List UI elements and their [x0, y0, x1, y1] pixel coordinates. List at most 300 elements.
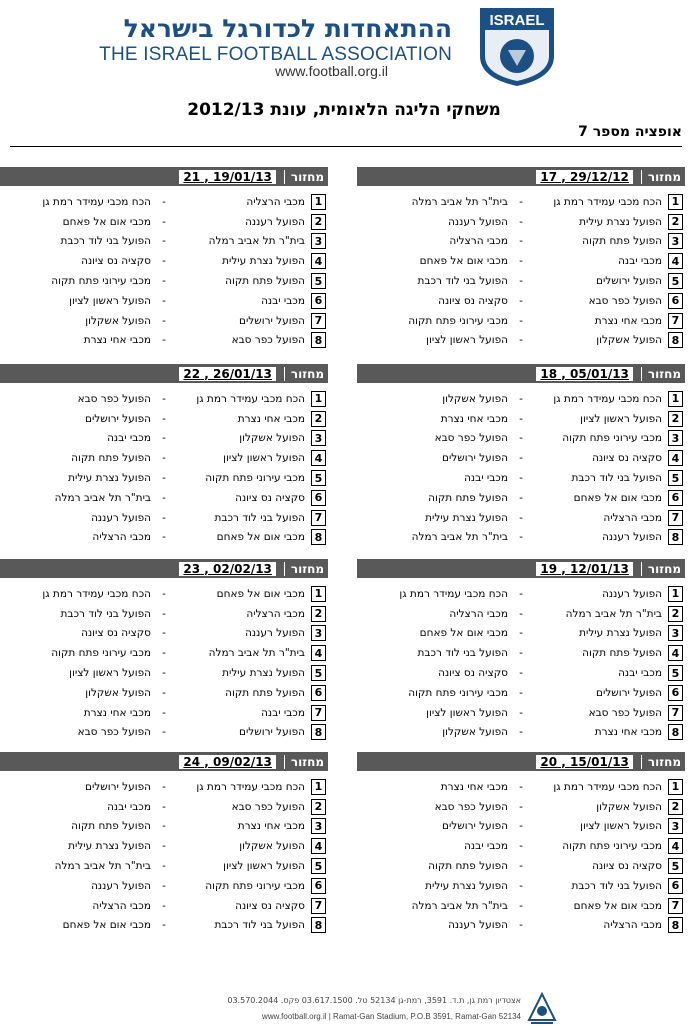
match-row	[0, 291, 328, 311]
away-team: הפועל כפר סבא	[434, 432, 508, 445]
match-row	[357, 488, 685, 508]
away-team: הפועל רעננה	[91, 511, 151, 524]
round-header	[357, 559, 685, 578]
home-team: בית"ר תל אביב רמלה	[208, 235, 305, 248]
match-number: 3	[311, 625, 326, 641]
separator-dash: -	[519, 726, 523, 739]
match-list	[357, 383, 685, 547]
away-team: הפועל ראשון לציון	[426, 706, 508, 719]
match-number: 6	[311, 490, 326, 506]
match-number: 1	[668, 194, 683, 210]
home-team: הפועל פתח תקוה	[225, 275, 305, 288]
separator-dash: -	[162, 899, 166, 912]
separator-dash: -	[519, 587, 523, 600]
separator-dash: -	[162, 706, 166, 719]
separator-dash: -	[162, 647, 166, 660]
home-team: הפועל פתח תקוה	[582, 647, 662, 660]
separator-dash: -	[162, 726, 166, 739]
match-number: 3	[311, 430, 326, 446]
round-header	[357, 364, 685, 383]
match-number: 4	[311, 253, 326, 269]
separator-dash: -	[519, 820, 523, 833]
separator-dash: -	[519, 531, 523, 544]
round-header	[0, 364, 328, 383]
match-list	[357, 578, 685, 742]
away-team: מכבי אום אל פאחם	[419, 255, 508, 268]
round-block	[357, 364, 685, 544]
match-row	[357, 429, 685, 449]
away-team: הפועל בני לוד רכבת	[60, 235, 151, 248]
match-row	[0, 429, 328, 449]
footer-logo-icon	[527, 992, 557, 1026]
separator-dash: -	[162, 255, 166, 268]
match-number: 2	[668, 411, 683, 427]
match-list	[0, 186, 328, 350]
match-number: 6	[311, 878, 326, 894]
match-row	[0, 468, 328, 488]
home-team: הפועל נצרת עילית	[579, 627, 662, 640]
separator-dash: -	[162, 412, 166, 425]
home-team: מכבי עירוני פתח תקוה	[205, 472, 305, 485]
match-number: 5	[311, 273, 326, 289]
match-row	[0, 584, 328, 604]
home-team: מכבי אום אל פאחם	[216, 587, 305, 600]
match-row	[357, 777, 685, 797]
round-block	[357, 559, 685, 739]
match-row	[0, 409, 328, 429]
home-team: בית"ר תל אביב רמלה	[208, 647, 305, 660]
away-team: הפועל פתח תקוה	[428, 491, 508, 504]
home-team: הפועל כפר סבא	[588, 706, 662, 719]
away-team: הפועל בני לוד רכבת	[60, 607, 151, 620]
away-team: הפועל נצרת עילית	[68, 472, 151, 485]
match-number: 8	[311, 529, 326, 545]
home-team: בית"ר תל אביב רמלה	[565, 607, 662, 620]
match-row	[357, 663, 685, 683]
separator-dash: -	[162, 432, 166, 445]
round-header	[357, 167, 685, 186]
away-team: מכבי אחי נצרת	[440, 780, 508, 793]
round-label: מחזור	[641, 170, 681, 184]
match-row	[357, 604, 685, 624]
round-block	[357, 167, 685, 347]
match-row	[0, 777, 328, 797]
home-team: הפועל נצרת עילית	[579, 215, 662, 228]
home-team: הפועל אשקלון	[239, 840, 305, 853]
home-team: מכבי אחי נצרת	[594, 726, 662, 739]
home-team: הפועל פתח תקוה	[582, 235, 662, 248]
separator-dash: -	[162, 511, 166, 524]
match-row	[357, 703, 685, 723]
match-row	[0, 663, 328, 683]
match-number: 7	[311, 705, 326, 721]
match-number: 2	[311, 214, 326, 230]
match-row	[357, 331, 685, 351]
round-block	[357, 752, 685, 932]
match-number: 1	[311, 391, 326, 407]
match-number: 7	[311, 898, 326, 914]
home-team: הפועל רעננה	[245, 627, 305, 640]
home-team: הפועל נצרת עילית	[222, 667, 305, 680]
separator-dash: -	[519, 472, 523, 485]
home-team: מכבי יבנה	[618, 255, 662, 268]
away-team: הפועל כפר סבא	[434, 800, 508, 813]
match-number: 7	[668, 510, 683, 526]
away-team: הפועל אשקלון	[85, 686, 151, 699]
match-row	[357, 876, 685, 896]
match-row	[357, 528, 685, 548]
round-label: מחזור	[284, 367, 324, 381]
away-team: מכבי אחי נצרת	[440, 412, 508, 425]
match-row	[0, 723, 328, 743]
home-team: הפועל פתח תקוה	[225, 686, 305, 699]
away-team: הכח מכבי עמידר רמת גן	[42, 587, 151, 600]
match-row	[357, 192, 685, 212]
away-team: מכבי עירוני פתח תקוה	[408, 314, 508, 327]
match-row	[0, 488, 328, 508]
home-team: מכבי אום אל פאחם	[573, 491, 662, 504]
away-team: בית"ר תל אביב רמלה	[54, 491, 151, 504]
away-team: הפועל ירושלים	[441, 820, 508, 833]
match-number: 4	[668, 253, 683, 269]
match-row	[357, 643, 685, 663]
separator-dash: -	[519, 432, 523, 445]
org-url: www.football.org.il	[275, 63, 388, 79]
away-team: סקציה נס ציונה	[81, 627, 151, 640]
home-team: מכבי אום אל פאחם	[216, 531, 305, 544]
match-number: 3	[668, 818, 683, 834]
away-team: סקציה נס ציונה	[438, 667, 508, 680]
separator-dash: -	[162, 587, 166, 600]
round-date: 29/12/12 , 17	[536, 170, 633, 184]
match-row	[357, 448, 685, 468]
match-number: 3	[311, 233, 326, 249]
home-team: מכבי יבנה	[261, 294, 305, 307]
separator-dash: -	[519, 667, 523, 680]
match-number: 8	[668, 332, 683, 348]
away-team: הפועל ראשון לציון	[426, 334, 508, 347]
away-team: מכבי הרצליה	[92, 899, 151, 912]
away-team: הפועל ירושלים	[84, 780, 151, 793]
separator-dash: -	[162, 235, 166, 248]
separator-dash: -	[519, 294, 523, 307]
match-row	[0, 643, 328, 663]
match-row	[357, 212, 685, 232]
home-team: הפועל רעננה	[602, 587, 662, 600]
home-team: מכבי יבנה	[618, 667, 662, 680]
match-number: 8	[668, 724, 683, 740]
match-number: 7	[311, 313, 326, 329]
separator-dash: -	[519, 627, 523, 640]
home-team: הפועל אשקלון	[596, 334, 662, 347]
match-number: 7	[668, 705, 683, 721]
separator-dash: -	[162, 860, 166, 873]
match-row	[0, 271, 328, 291]
match-row	[0, 876, 328, 896]
match-row	[357, 291, 685, 311]
org-name-hebrew: ההתאחדות לכדורגל בישראל	[123, 14, 452, 43]
separator-dash: -	[519, 334, 523, 347]
home-team: מכבי הרצליה	[603, 511, 662, 524]
separator-dash: -	[162, 800, 166, 813]
match-number: 1	[668, 586, 683, 602]
match-row	[357, 311, 685, 331]
separator-dash: -	[519, 392, 523, 405]
match-number: 7	[311, 510, 326, 526]
match-row	[0, 508, 328, 528]
match-number: 8	[668, 917, 683, 933]
match-row	[357, 624, 685, 644]
match-row	[357, 797, 685, 817]
home-team: הפועל כפר סבא	[231, 334, 305, 347]
match-number: 3	[668, 625, 683, 641]
away-team: הפועל פתח תקוה	[71, 820, 151, 833]
home-team: הפועל ראשון לציון	[580, 820, 662, 833]
match-number: 4	[311, 645, 326, 661]
away-team: מכבי יבנה	[464, 472, 508, 485]
match-row	[357, 896, 685, 916]
away-team: הפועל פתח תקוה	[428, 860, 508, 873]
separator-dash: -	[519, 780, 523, 793]
logo-text: ISRAEL	[489, 12, 545, 29]
match-number: 2	[311, 799, 326, 815]
separator-dash: -	[519, 491, 523, 504]
match-number: 2	[311, 411, 326, 427]
match-row	[0, 797, 328, 817]
match-row	[357, 232, 685, 252]
match-number: 5	[668, 665, 683, 681]
away-team: הפועל נצרת עילית	[68, 840, 151, 853]
away-team: הפועל פתח תקוה	[71, 452, 151, 465]
separator-dash: -	[162, 820, 166, 833]
match-row	[357, 508, 685, 528]
separator-dash: -	[519, 314, 523, 327]
round-label: מחזור	[284, 562, 324, 576]
match-number: 2	[668, 799, 683, 815]
footer-address-hebrew: אצטדיון רמת גן, ת.ד. 3591, רמת-גן 52134 טל. 03.617.1500 פקס. 03.570.2044	[227, 996, 521, 1005]
round-label: מחזור	[641, 755, 681, 769]
separator-dash: -	[519, 511, 523, 524]
match-number: 8	[311, 724, 326, 740]
match-row	[0, 331, 328, 351]
match-number: 2	[311, 606, 326, 622]
separator-dash: -	[519, 275, 523, 288]
match-number: 5	[668, 470, 683, 486]
match-number: 1	[311, 194, 326, 210]
match-number: 5	[668, 858, 683, 874]
home-team: הפועל רעננה	[602, 531, 662, 544]
round-date: 26/01/13 , 22	[179, 367, 276, 381]
separator-dash: -	[162, 840, 166, 853]
away-team: הפועל ראשון לציון	[69, 667, 151, 680]
home-team: הכח מכבי עמידר רמת גן	[553, 780, 662, 793]
home-team: הכח מכבי עמידר רמת גן	[553, 392, 662, 405]
separator-dash: -	[162, 472, 166, 485]
home-team: הכח מכבי עמידר רמת גן	[196, 780, 305, 793]
away-team: בית"ר תל אביב רמלה	[411, 531, 508, 544]
home-team: הכח מכבי עמידר רמת גן	[553, 195, 662, 208]
home-team: הפועל ירושלים	[238, 726, 305, 739]
separator-dash: -	[519, 879, 523, 892]
home-team: הפועל רעננה	[245, 215, 305, 228]
separator-dash: -	[519, 607, 523, 620]
away-team: מכבי אום אל פאחם	[62, 215, 151, 228]
match-number: 5	[311, 858, 326, 874]
separator-dash: -	[162, 491, 166, 504]
away-team: הפועל בני לוד רכבת	[417, 275, 508, 288]
match-row	[0, 836, 328, 856]
separator-dash: -	[162, 392, 166, 405]
away-team: מכבי אחי נצרת	[83, 706, 151, 719]
match-number: 8	[311, 332, 326, 348]
home-team: מכבי יבנה	[261, 706, 305, 719]
match-number: 4	[668, 450, 683, 466]
away-team: מכבי הרצליה	[449, 607, 508, 620]
match-number: 1	[668, 391, 683, 407]
separator-dash: -	[519, 686, 523, 699]
separator-dash: -	[162, 686, 166, 699]
separator-dash: -	[162, 334, 166, 347]
away-team: הפועל אשקלון	[85, 314, 151, 327]
home-team: מכבי הרצליה	[603, 919, 662, 932]
match-row	[357, 856, 685, 876]
separator-dash: -	[519, 840, 523, 853]
away-team: הפועל כפר סבא	[77, 726, 151, 739]
away-team: מכבי עירוני פתח תקוה	[408, 686, 508, 699]
home-team: מכבי אום אל פאחם	[573, 899, 662, 912]
away-team: מכבי יבנה	[107, 800, 151, 813]
round-header	[357, 752, 685, 771]
match-number: 6	[668, 490, 683, 506]
option-label: אופציה מספר 7	[578, 124, 682, 140]
home-team: מכבי הרצליה	[246, 607, 305, 620]
document-title: משחקי הליגה הלאומית, עונת 2012/13	[187, 100, 501, 120]
away-team: הפועל רעננה	[448, 215, 508, 228]
match-row	[0, 232, 328, 252]
separator-dash: -	[519, 412, 523, 425]
away-team: בית"ר תל אביב רמלה	[54, 860, 151, 873]
match-row	[0, 528, 328, 548]
round-date: 12/01/13 , 19	[536, 562, 633, 576]
separator-dash: -	[519, 235, 523, 248]
match-row	[357, 916, 685, 936]
separator-dash: -	[162, 607, 166, 620]
separator-dash: -	[162, 627, 166, 640]
home-team: הפועל נצרת עילית	[222, 255, 305, 268]
match-row	[0, 817, 328, 837]
home-team: הפועל בני לוד רכבת	[214, 511, 305, 524]
match-row	[0, 311, 328, 331]
away-team: הפועל בני לוד רכבת	[417, 647, 508, 660]
match-row	[0, 624, 328, 644]
match-number: 2	[668, 606, 683, 622]
match-number: 6	[668, 293, 683, 309]
away-team: מכבי אום אל פאחם	[62, 919, 151, 932]
home-team: מכבי אחי נצרת	[237, 820, 305, 833]
home-team: הפועל בני לוד רכבת	[571, 472, 662, 485]
separator-dash: -	[162, 275, 166, 288]
round-block	[0, 364, 328, 544]
away-team: הפועל אשקלון	[442, 726, 508, 739]
home-team: הפועל בני לוד רכבת	[571, 879, 662, 892]
separator-dash: -	[519, 706, 523, 719]
match-row	[0, 448, 328, 468]
match-number: 1	[311, 779, 326, 795]
round-label: מחזור	[284, 170, 324, 184]
away-team: מכבי אום אל פאחם	[419, 627, 508, 640]
separator-dash: -	[519, 647, 523, 660]
round-block	[0, 752, 328, 932]
match-row	[0, 683, 328, 703]
match-row	[0, 251, 328, 271]
separator-dash: -	[519, 255, 523, 268]
away-team: מכבי יבנה	[107, 432, 151, 445]
away-team: מכבי הרצליה	[92, 531, 151, 544]
home-team: סקציה נס ציונה	[235, 491, 305, 504]
match-number: 5	[668, 273, 683, 289]
match-number: 1	[668, 779, 683, 795]
match-number: 4	[311, 838, 326, 854]
match-row	[0, 703, 328, 723]
match-row	[0, 896, 328, 916]
separator-dash: -	[519, 800, 523, 813]
away-team: מכבי יבנה	[464, 840, 508, 853]
round-label: מחזור	[641, 562, 681, 576]
away-team: הפועל אשקלון	[442, 392, 508, 405]
home-team: הפועל כפר סבא	[231, 800, 305, 813]
home-team: הכח מכבי עמידר רמת גן	[196, 392, 305, 405]
separator-dash: -	[519, 899, 523, 912]
round-date: 19/01/13 , 21	[179, 170, 276, 184]
separator-dash: -	[519, 195, 523, 208]
away-team: הפועל ירושלים	[441, 452, 508, 465]
round-date: 02/02/13 , 23	[179, 562, 276, 576]
divider	[10, 146, 682, 147]
round-date: 05/01/13 , 18	[536, 367, 633, 381]
separator-dash: -	[162, 195, 166, 208]
separator-dash: -	[162, 452, 166, 465]
match-row	[357, 251, 685, 271]
home-team: הפועל ראשון לציון	[223, 452, 305, 465]
round-date: 15/01/13 , 20	[536, 755, 633, 769]
match-number: 1	[311, 586, 326, 602]
match-number: 6	[311, 293, 326, 309]
match-number: 6	[668, 685, 683, 701]
home-team: הפועל ירושלים	[595, 686, 662, 699]
away-team: הפועל כפר סבא	[77, 392, 151, 405]
match-row	[357, 271, 685, 291]
match-row	[357, 468, 685, 488]
match-row	[357, 723, 685, 743]
match-number: 6	[311, 685, 326, 701]
away-team: הפועל רעננה	[91, 879, 151, 892]
separator-dash: -	[519, 452, 523, 465]
separator-dash: -	[162, 667, 166, 680]
away-team: הפועל ראשון לציון	[69, 294, 151, 307]
match-row	[0, 916, 328, 936]
round-label: מחזור	[284, 755, 324, 769]
match-number: 4	[668, 838, 683, 854]
home-team: מכבי אחי נצרת	[594, 314, 662, 327]
match-row	[357, 836, 685, 856]
footer	[0, 990, 688, 1035]
match-number: 8	[311, 917, 326, 933]
away-team: הפועל רעננה	[448, 919, 508, 932]
match-number: 4	[311, 450, 326, 466]
away-team: בית"ר תל אביב רמלה	[411, 195, 508, 208]
home-team: הפועל אשקלון	[596, 800, 662, 813]
match-number: 2	[668, 214, 683, 230]
